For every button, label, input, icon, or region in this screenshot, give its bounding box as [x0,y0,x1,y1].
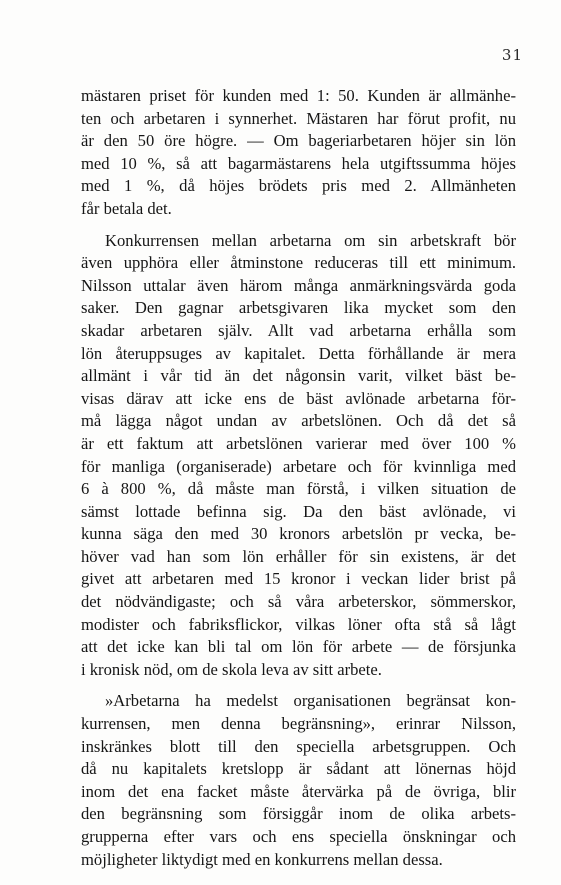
text-line: är ett faktum att arbetslönen varierar med över 100 % [81,433,516,453]
body-text [81,85,516,871]
paragraph [81,690,516,871]
text-line: att det icke kan bli tal om lön för arbete — de försjunka [81,637,516,657]
text-line: lön återuppsuges av kapitalet. Detta förhållande är mera [81,343,516,363]
text-line: kunna säga den med 30 kronors arbetslön pr vecka, be- [81,524,516,544]
text-line: givet att arbetaren med 15 kronor i veckan lider brist på [81,569,516,589]
text-line: grupperna efter vars och ens speciella önskningar och [81,827,516,846]
text-line: saker. Den gagnar arbetsgivaren lika mycket som den [81,298,516,318]
text-line: ten och arbetaren i synnerhet. Mästaren har förut profit, nu [81,108,516,128]
text-line: visas därav att icke ens de bäst avlönade arbetarna för- [81,388,516,408]
text-line: kurrensen, men denna begränsning», erinrar Nilsson, [81,714,516,734]
text-line: höver vad han som lön erhåller för sin existens, är det [81,546,516,566]
text-line: den begränsning som försiggår inom de olika arbets- [81,804,516,824]
text-line: »Arbetarna ha medelst organisationen begränsat kon- [105,691,516,711]
text-line: sämst lottade befinna sig. Da den bäst avlönade, vi [81,501,516,521]
text-line: inom det ena facket måste återvärka på de övriga, blir [81,781,516,801]
text-line: får betala det. [81,198,172,218]
page-number: 31 [501,46,523,64]
text-line: det nödvändigaste; och så våra arbeterskor, sömmerskor, [81,592,516,612]
paragraph [81,230,516,682]
text-line: i kronisk nöd, om de skola leva av sitt arbete. [81,659,382,679]
text-line: allmänt i vår tid än det någonsin varit, vilket bäst be- [81,366,516,386]
text-line: Nilsson uttalar även härom många anmärkningsvärda goda [81,275,516,295]
text-line: mästaren priset för kunden med 1: 50. Kunden är allmänhe- [81,86,516,105]
text-line: med 1 %, då höjes brödets pris med 2. Allmänheten [81,176,516,196]
text-line: är den 50 öre högre. — Om bageriarbetaren höjer sin lön [81,131,516,151]
text-line: med 10 %, så att bagarmästarens hela utgiftssumma höjes [81,153,516,173]
text-line: 6 à 800 %, då måste man förstå, i vilken situation de [81,479,516,499]
text-line: möjligheter liktydigt med en konkurrens mellan dessa. [81,849,443,869]
text-line: Konkurrensen mellan arbetarna om sin arbetskraft bör [105,230,516,250]
text-line: skadar arbetaren själv. Allt vad arbetarna erhålla som [81,320,516,340]
text-line: även upphöra eller åtminstone reduceras till ett minimum. [81,253,516,273]
text-line: modister och fabriksflickor, vilkas löner ofta stå så lågt [81,614,516,634]
text-line: inskränkes blott till den speciella arbetsgruppen. Och [81,736,516,756]
text-line: för manliga (organiserade) arbetare och för kvinnliga med [81,456,516,476]
text-line: må lägga något undan av arbetslönen. Och då det så [81,411,516,431]
paragraph [81,85,516,221]
text-line: då nu kapitalets kretslopp är sådant att lönernas höjd [81,759,516,779]
